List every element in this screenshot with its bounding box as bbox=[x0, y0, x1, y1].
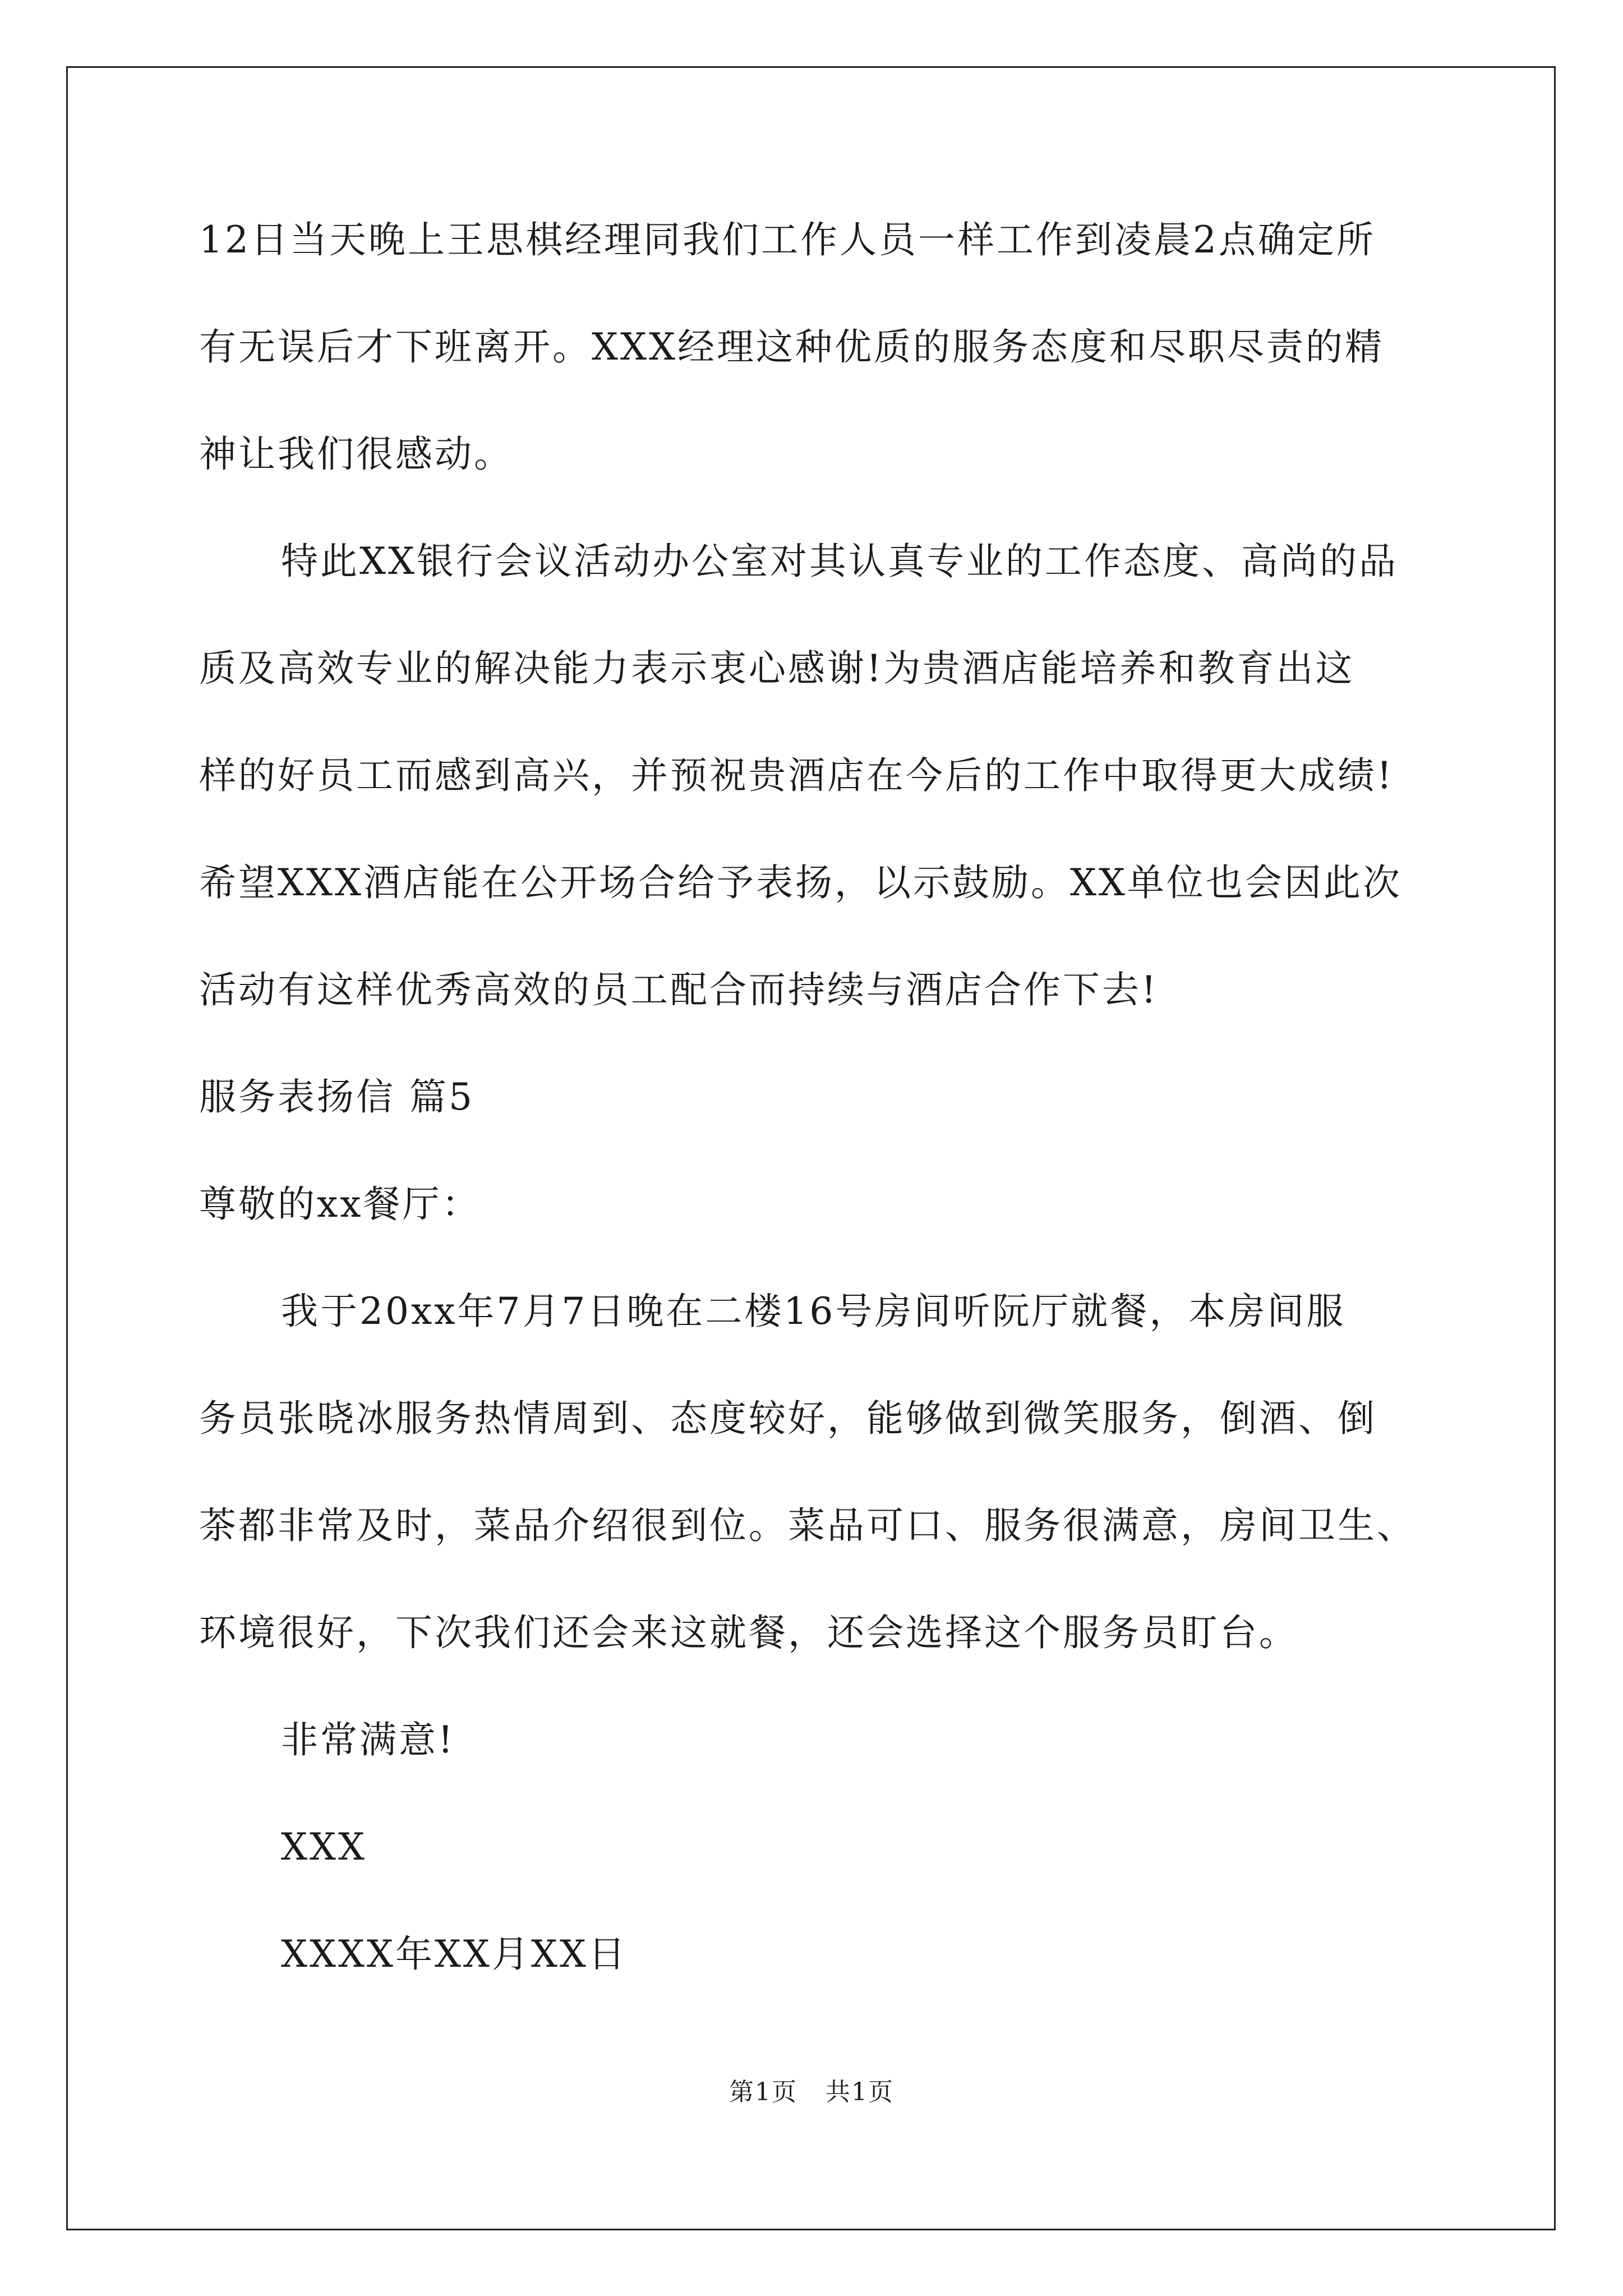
body-line: 我于20xx年7月7日晚在二楼16号房间听阮厅就餐，本房间服 bbox=[281, 1290, 1346, 1333]
page-total: 共1页 bbox=[826, 2078, 894, 2106]
body-line: 活动有这样优秀高效的员工配合而持续与酒店合作下去! bbox=[199, 968, 1159, 1011]
body-line: 12日当天晚上王思棋经理同我们工作人员一样工作到凌晨2点确定所 bbox=[199, 218, 1376, 261]
page-number: 第1页 bbox=[729, 2078, 797, 2106]
closing-line: 非常满意! bbox=[281, 1718, 455, 1761]
salutation: 尊敬的xx餐厅： bbox=[199, 1182, 481, 1226]
body-line: 神让我们很感动。 bbox=[199, 432, 513, 476]
date-line: XXXX年XX月XX日 bbox=[281, 1932, 628, 1976]
page-footer bbox=[0, 2076, 1623, 2109]
body-line: 茶都非常及时，菜品介绍很到位。菜品可口、服务很满意，房间卫生、 bbox=[199, 1504, 1416, 1547]
body-line: 希望XXX酒店能在公开场合给予表扬，以示鼓励。XX单位也会因此次 bbox=[199, 861, 1402, 904]
body-line: 环境很好，下次我们还会来这就餐，还会选择这个服务员盯台。 bbox=[199, 1611, 1298, 1654]
body-line: 质及高效专业的解决能力表示衷心感谢!为贵酒店能培养和教育出这 bbox=[199, 647, 1355, 690]
section-heading: 服务表扬信 篇5 bbox=[199, 1075, 474, 1119]
body-line: 特此XX银行会议活动办公室对其认真专业的工作态度、高尚的品 bbox=[281, 540, 1398, 583]
signature: XXX bbox=[281, 1825, 367, 1869]
body-line: 样的好员工而感到高兴，并预祝贵酒店在今后的工作中取得更大成绩! bbox=[199, 754, 1394, 797]
document-body bbox=[199, 213, 1455, 1981]
body-line: 务员张晓冰服务热情周到、态度较好，能够做到微笑服务，倒酒、倒 bbox=[199, 1397, 1377, 1440]
body-line: 有无误后才下班离开。XXX经理这种优质的服务态度和尽职尽责的精 bbox=[199, 325, 1384, 369]
